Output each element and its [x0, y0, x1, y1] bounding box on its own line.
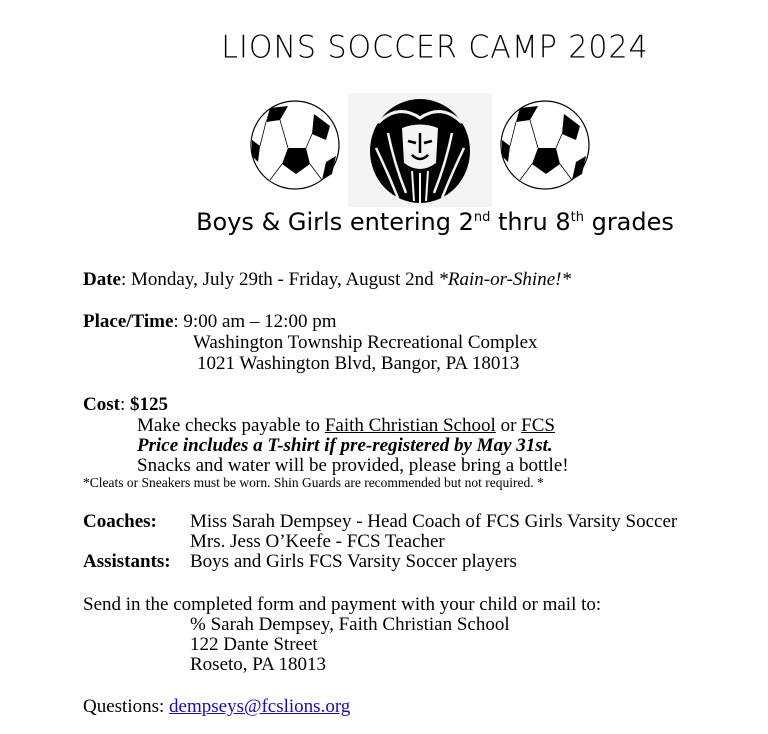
mail-address-line1: % Sarah Dempsey, Faith Christian School [190, 614, 510, 635]
assistants-label-text: Assistants: [83, 551, 171, 572]
soccer-ball-icon [500, 100, 590, 190]
payee-abbr: FCS [521, 415, 555, 436]
soccer-ball-icon [250, 100, 340, 190]
mail-address-line2: 122 Dante Street [190, 634, 318, 655]
snacks-note: Snacks and water will be provided, please bring a bottle! [137, 455, 569, 476]
checks-text: or [495, 415, 522, 436]
mail-intro: Send in the completed form and payment with your child or mail to: [83, 594, 602, 615]
contact-email-link[interactable]: dempseys@fcslions.org [169, 696, 351, 717]
subtitle-sup: nd [473, 210, 491, 225]
assistants-label [83, 551, 171, 573]
coach-1: Miss Sarah Dempsey - Head Coach of FCS Girls Varsity Soccer [190, 511, 678, 532]
date-label: Date [83, 269, 121, 290]
subtitle-text: grades [583, 208, 674, 236]
mail-address-line3: Roseto, PA 18013 [190, 654, 327, 675]
venue-address: 1021 Washington Blvd, Bangor, PA 18013 [197, 353, 520, 374]
coaches-label-text: Coaches: [83, 511, 157, 532]
coaches-label [83, 511, 157, 533]
coach-2: Mrs. Jess O’Keefe - FCS Teacher [190, 531, 445, 552]
subtitle-sup: th [570, 210, 584, 225]
cost-line: Cost: $125 [83, 394, 168, 415]
checks-line [137, 415, 555, 437]
flyer-subtitle [190, 208, 680, 236]
cost-amount: $125 [129, 394, 168, 415]
lion-logo [348, 93, 492, 207]
questions-label: Questions: [83, 696, 170, 717]
checks-text: Make checks payable to [137, 415, 325, 436]
tshirt-text: Price includes a T-shirt if pre-registered by May 31st. [137, 435, 553, 456]
place-time-line [83, 311, 336, 333]
questions-line [83, 696, 350, 718]
date-note: *Rain-or-Shine!* [438, 269, 571, 290]
lion-head-icon [348, 93, 492, 207]
date-value: : Monday, July 29th - Friday, August 2nd [120, 269, 439, 290]
time-value: : 9:00 am – 12:00 pm [173, 311, 337, 332]
tshirt-note [137, 435, 553, 457]
cost-label: Cost [83, 394, 120, 415]
assistants-value: Boys and Girls FCS Varsity Soccer players [190, 551, 517, 572]
subtitle-text: thru 8 [490, 208, 571, 236]
subtitle-text: Boys & Girls entering 2 [196, 208, 474, 236]
footwear-footnote: *Cleats or Sneakers must be worn. Shin Guards are recommended but not required. * [83, 475, 544, 490]
venue: Washington Township Recreational Complex [193, 332, 538, 353]
place-label: Place/Time [83, 311, 174, 332]
payee-name: Faith Christian School [324, 415, 496, 436]
date-line [83, 269, 571, 291]
flyer-title: LIONS SOCCER CAMP 2024 [221, 29, 649, 66]
